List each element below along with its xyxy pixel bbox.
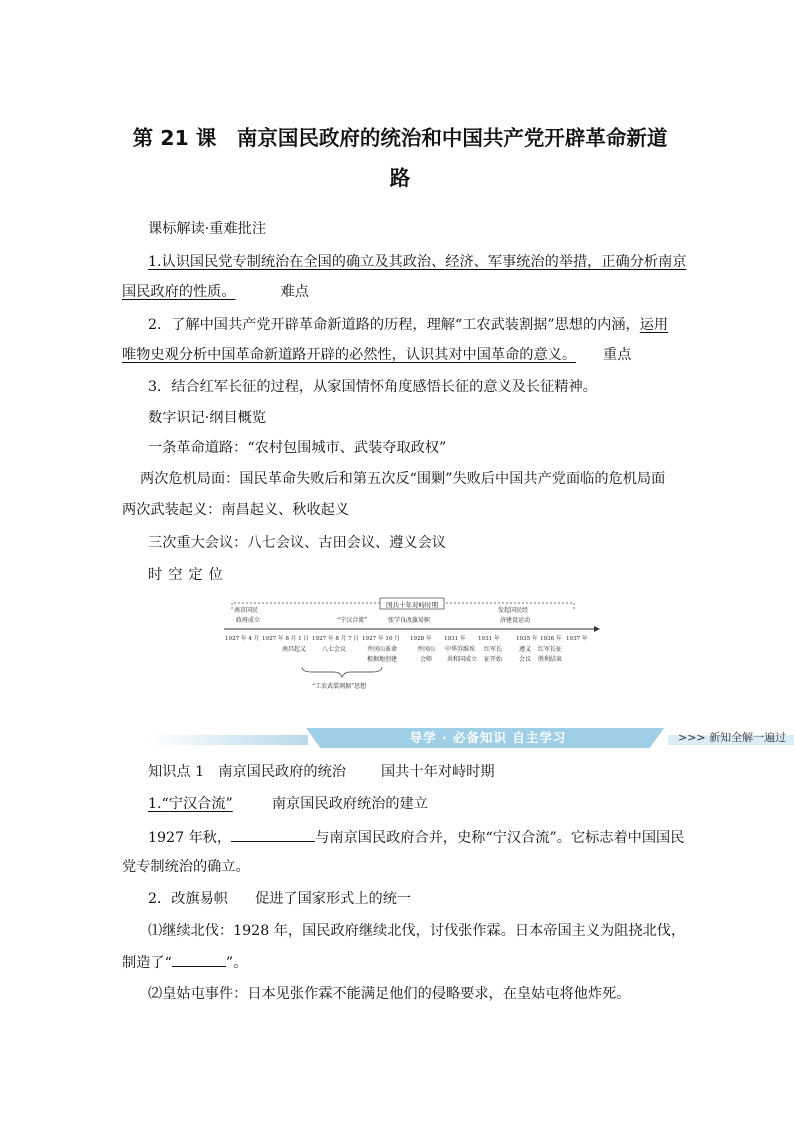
event-huishi-1: 井冈山 [417, 646, 436, 653]
top-label-econ-1: 发起国民经 [498, 607, 529, 614]
standard-1-line-2 [122, 282, 309, 302]
difficulty-tag: 难点 [280, 284, 309, 300]
top-label-econ-2: 济建设运动 [500, 617, 531, 624]
event-march-2: 征开始 [484, 656, 503, 663]
timeline-heading: 时空定位 [148, 567, 229, 583]
overview-item-3: 两次武装起义：南昌起义、秋收起义 [122, 502, 350, 518]
overview-item-4: 三次重大会议：八七会议、古田会议、遵义会议 [148, 535, 446, 551]
paragraph-3: ⑵皇姑屯事件：日本见张作霖不能满足他们的侵略要求，在皇姑屯将他炸死。 [148, 986, 631, 1002]
paragraph-1-pre: 1927 年秋， [148, 830, 232, 846]
date-6: 1931 年 [478, 636, 500, 642]
date-1: 1927 年 8 月 1 日 [262, 636, 310, 642]
knowledge-point-title: 知识点 1 南京国民政府的统治 [148, 764, 346, 780]
brace-label: “工农武装割据”思想 [312, 683, 367, 690]
paragraph-1-line-2: 党专制统治的确立。 [122, 859, 250, 875]
subsection-2-title: 2．改旗易帜 [148, 891, 228, 907]
date-4: 1928 年 [410, 636, 432, 642]
date-0: 1927 年 4 月 [225, 636, 260, 642]
knowledge-point-1 [148, 762, 495, 782]
subsection-1 [148, 794, 428, 814]
event-soviet-1: 中华苏维埃 [445, 646, 476, 653]
event-nanchang: 南昌起义 [282, 646, 307, 653]
overview-item-1: 一条革命道路：“农村包围城市、武装夺取政权” [148, 440, 447, 456]
date-3: 1927 年 10 月 [362, 636, 400, 642]
standard-1-line-1 [148, 252, 686, 272]
event-end-1: 红军长征 [538, 646, 563, 653]
top-label-flag: 张学良改旗易帜 [388, 617, 431, 624]
standard-3: 3．结合红军长征的过程，从家国情怀角度感悟长征的意义及长征精神。 [148, 379, 597, 395]
paragraph-2-line-1: ⑴继续北伐：1928 年，国民政府继续北伐，讨伐张作霖。日本帝国主义为阻挠北伐， [148, 923, 686, 939]
paragraph-2-post: ”。 [225, 955, 248, 971]
top-label-nanjing-2: 政府成立 [236, 617, 261, 624]
standard-1-text: 1.认识国民党专制统治在全国的确立及其政治、经济、军事统治的举措，正确分析南京 [148, 254, 687, 270]
fill-blank-2[interactable] [172, 952, 226, 967]
standard-2-text: 2．了解中国共产党开辟革命新道路的历程，理解“工农武装割据”思想的内涵， [148, 317, 640, 333]
subsection-2-note: 促进了国家形式上的统一 [255, 891, 412, 907]
subsection-1-title: 1.“宁汉合流” [148, 796, 233, 812]
key-point-tag: 重点 [603, 347, 632, 363]
event-zunyi-2: 会议 [519, 656, 532, 663]
date-2: 1927 年 8 月 7 日 [312, 636, 360, 642]
top-label-nanjing-1: 南京国民 [234, 607, 259, 614]
lesson-title-line-2: 路 [389, 166, 411, 190]
lesson-title-line-1: 第 21 课 南京国民政府的统治和中国共产党开辟革命新道 [132, 126, 668, 150]
timeline-arrow [594, 626, 600, 632]
event-zunyi-1: 遵义 [519, 646, 532, 653]
period-label: 国共十年对峙时期 [386, 601, 438, 609]
standard-2-line-1 [148, 315, 668, 335]
paragraph-2-pre: 制造了“ [122, 955, 172, 971]
standard-2-underlined-cont: 唯物史观分析中国革命新道路开辟的必然性，认识其对中国革命的意义。 [122, 347, 577, 363]
standard-1-text-cont: 国民政府的性质。 [122, 284, 236, 300]
event-march-1: 红军长 [484, 646, 503, 653]
paragraph-2-line-2 [122, 952, 247, 973]
standard-2-underlined: 运用 [639, 317, 669, 333]
banner-bar-left [148, 735, 308, 745]
paragraph-1-line-1 [148, 827, 684, 848]
section-heading-overview: 数字识记·纲目概览 [148, 410, 267, 426]
timeline-svg [222, 595, 602, 695]
subsection-1-note: 南京国民政府统治的建立 [271, 796, 428, 812]
banner-note: >>> 新知全解一遍过 [678, 731, 787, 744]
date-9: 1937 年 [566, 636, 588, 642]
top-label-ninghan: “宁汉合流” [337, 617, 368, 624]
event-jinggang-2: 根据地创建 [367, 656, 398, 663]
knowledge-point-period: 国共十年对峙时期 [381, 764, 495, 780]
paragraph-1-post: 与南京国民政府合并，史称“宁汉合流”。它标志着中国国民 [315, 830, 685, 846]
lesson-title [115, 118, 685, 198]
overview-item-2: 两次危机局面：国民革命失败后和第五次反“围剿”失败后中国共产党面临的危机局面 [140, 471, 666, 487]
event-end-2: 胜利结束 [538, 656, 563, 663]
subsection-2 [148, 889, 411, 909]
date-5: 1931 年 [444, 636, 466, 642]
event-soviet-2: 共和国成立 [447, 656, 478, 663]
timeline-dates [225, 634, 588, 642]
banner-title: 导学 · 必备知识 自主学习 [409, 730, 567, 745]
event-huishi-2: 会师 [420, 656, 433, 663]
event-baqi: 八七会议 [322, 646, 347, 653]
brace [302, 667, 382, 677]
standard-2-line-2 [122, 345, 631, 365]
fill-blank-1[interactable] [231, 827, 315, 842]
date-8: 1936 年 [540, 636, 562, 642]
section-heading-standards: 课标解读·重难批注 [148, 221, 267, 237]
event-jinggang-1: 井冈山革命 [367, 646, 398, 653]
timeline-diagram [222, 595, 602, 695]
date-7: 1935 年 [516, 636, 538, 642]
section-banner [148, 728, 787, 750]
